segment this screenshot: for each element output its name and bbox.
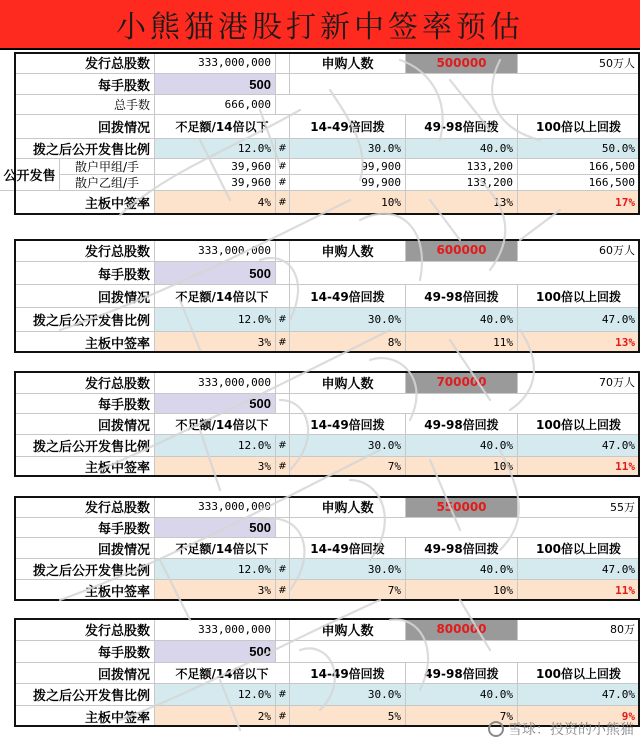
public-ratio-label: 拨之后公开发售比例: [14, 139, 155, 159]
rate-tier-1: 4%: [155, 191, 276, 215]
shares-per-lot-value[interactable]: 500: [155, 74, 276, 95]
spacer-cell: [276, 518, 290, 538]
blank-cell: [290, 74, 640, 95]
applicants-cn[interactable]: 50万人: [518, 52, 640, 74]
shares-per-lot-label: 每手股数: [14, 394, 155, 414]
applicants-label: 申购人数: [290, 52, 406, 74]
ratio-tier-2: 30.0%: [290, 435, 406, 457]
total-lots-value: 666,000: [155, 95, 276, 115]
allot-rate-label: 主板中签率: [14, 191, 155, 215]
allot-rate-label: 主板中签率: [14, 457, 155, 477]
hash-cell: #: [276, 435, 290, 457]
total-shares-label: 发行总股数: [14, 618, 155, 641]
spacer-cell: [276, 394, 290, 414]
rate-tier-3: 10%: [406, 457, 518, 477]
hash-cell: #: [276, 580, 290, 601]
shares-per-lot-value[interactable]: 500: [155, 394, 276, 414]
retail_a-tier-4: 166,500: [518, 159, 640, 175]
header-tier-4: 100倍以上回拨: [518, 285, 640, 308]
hash-cell: #: [276, 684, 290, 706]
rate-tier-4: 13%: [518, 332, 640, 353]
hash-cell: #: [276, 559, 290, 580]
spacer-cell: [276, 74, 290, 95]
header-tier-3: 49-98倍回拨: [406, 414, 518, 435]
spacer-cell: [276, 262, 290, 285]
ratio-tier-3: 40.0%: [406, 139, 518, 159]
rate-tier-1: 2%: [155, 706, 276, 727]
rate-tier-2: 8%: [290, 332, 406, 353]
hash-cell: #: [276, 332, 290, 353]
applicants-cn[interactable]: 80万: [518, 618, 640, 641]
ratio-tier-4: 47.0%: [518, 559, 640, 580]
retail_b-tier-4: 166,500: [518, 175, 640, 191]
header-tier-2: 14-49倍回拨: [290, 115, 406, 139]
header-tier-2: 14-49倍回拨: [290, 538, 406, 559]
hash-cell: #: [276, 308, 290, 332]
retail_b-tier-3: 133,200: [406, 175, 518, 191]
header-tier-2: 14-49倍回拨: [290, 414, 406, 435]
rate-tier-2: 7%: [290, 580, 406, 601]
snowball-logo-icon: [488, 721, 504, 737]
ratio-tier-2: 30.0%: [290, 308, 406, 332]
rate-tier-2: 5%: [290, 706, 406, 727]
retail_a-tier-1: 39,960: [155, 159, 276, 175]
shares-per-lot-label: 每手股数: [14, 74, 155, 95]
applicants-cn[interactable]: 60万人: [518, 239, 640, 262]
header-tier-4: 100倍以上回拨: [518, 538, 640, 559]
clawback-label: 回拨情况: [14, 115, 155, 139]
public-ratio-label: 拨之后公开发售比例: [14, 308, 155, 332]
blank-cell: [290, 394, 640, 414]
header-tier-1: 不足额/14倍以下: [155, 414, 290, 435]
header-tier-1: 不足额/14倍以下: [155, 115, 290, 139]
public-offer-label: 公开发售: [0, 159, 60, 191]
total-shares-label: 发行总股数: [14, 496, 155, 518]
allot-rate-label: 主板中签率: [14, 580, 155, 601]
spacer-cell: [276, 618, 290, 641]
watermark: [488, 719, 634, 739]
shares-per-lot-label: 每手股数: [14, 641, 155, 663]
retail_b-tier-1: 39,960: [155, 175, 276, 191]
retail-b-label: 散户乙组/手: [60, 175, 155, 191]
header-tier-4: 100倍以上回拨: [518, 115, 640, 139]
shares-per-lot-label: 每手股数: [14, 518, 155, 538]
total-lots-label: 总手数: [14, 95, 155, 115]
total-shares-label: 发行总股数: [14, 52, 155, 74]
ratio-tier-2: 30.0%: [290, 139, 406, 159]
ratio-tier-4: 47.0%: [518, 308, 640, 332]
rate-tier-1: 3%: [155, 580, 276, 601]
total-shares-label: 发行总股数: [14, 239, 155, 262]
rate-tier-4: 9%: [518, 706, 640, 727]
hash-cell: #: [276, 457, 290, 477]
applicants-label: 申购人数: [290, 496, 406, 518]
clawback-label: 回拨情况: [14, 663, 155, 684]
ratio-tier-4: 47.0%: [518, 684, 640, 706]
page-title: 小熊猫港股打新中签率预估: [0, 0, 640, 50]
header-tier-3: 49-98倍回拨: [406, 538, 518, 559]
ratio-tier-3: 40.0%: [406, 308, 518, 332]
allot-rate-label: 主板中签率: [14, 332, 155, 353]
rate-tier-3: 10%: [406, 580, 518, 601]
spacer-cell: [276, 641, 290, 663]
rate-tier-4: 11%: [518, 580, 640, 601]
header-tier-3: 49-98倍回拨: [406, 285, 518, 308]
ratio-tier-1: 12.0%: [155, 435, 276, 457]
clawback-label: 回拨情况: [14, 285, 155, 308]
header-tier-1: 不足额/14倍以下: [155, 285, 290, 308]
applicants-label: 申购人数: [290, 239, 406, 262]
spacer-cell: [276, 239, 290, 262]
ratio-tier-3: 40.0%: [406, 684, 518, 706]
retail_a-tier-3: 133,200: [406, 159, 518, 175]
rate-tier-2: 10%: [290, 191, 406, 215]
total-shares-label: 发行总股数: [14, 371, 155, 394]
hash-cell: #: [276, 159, 290, 175]
total-shares-value[interactable]: 333,000,000: [155, 371, 276, 394]
shares-per-lot-value[interactable]: 500: [155, 518, 276, 538]
shares-per-lot-value[interactable]: 500: [155, 641, 276, 663]
retail_b-tier-2: 99,900: [290, 175, 406, 191]
public-ratio-label: 拨之后公开发售比例: [14, 684, 155, 706]
total-shares-value[interactable]: 333,000,000: [155, 52, 276, 74]
total-shares-value[interactable]: 333,000,000: [155, 496, 276, 518]
header-tier-3: 49-98倍回拨: [406, 115, 518, 139]
spacer-cell: [276, 52, 290, 74]
ratio-tier-3: 40.0%: [406, 435, 518, 457]
header-tier-2: 14-49倍回拨: [290, 663, 406, 684]
hash-cell: #: [276, 175, 290, 191]
rate-tier-3: 11%: [406, 332, 518, 353]
clawback-label: 回拨情况: [14, 414, 155, 435]
hash-cell: #: [276, 139, 290, 159]
applicants-value[interactable]: 800000: [406, 618, 518, 641]
blank-cell: [276, 95, 640, 115]
hash-cell: #: [276, 706, 290, 727]
spacer-cell: [276, 371, 290, 394]
applicants-value[interactable]: 500000: [406, 52, 518, 74]
ratio-tier-4: 47.0%: [518, 435, 640, 457]
applicants-cn[interactable]: 55万: [518, 496, 640, 518]
total-shares-value[interactable]: 333,000,000: [155, 239, 276, 262]
public-ratio-label: 拨之后公开发售比例: [14, 435, 155, 457]
applicants-cn[interactable]: 70万人: [518, 371, 640, 394]
ratio-tier-1: 12.0%: [155, 139, 276, 159]
retail_a-tier-2: 99,900: [290, 159, 406, 175]
spacer-cell: [276, 496, 290, 518]
ratio-tier-2: 30.0%: [290, 684, 406, 706]
ratio-tier-1: 12.0%: [155, 559, 276, 580]
shares-per-lot-value[interactable]: 500: [155, 262, 276, 285]
rate-tier-4: 11%: [518, 457, 640, 477]
rate-tier-1: 3%: [155, 332, 276, 353]
shares-per-lot-label: 每手股数: [14, 262, 155, 285]
ratio-tier-1: 12.0%: [155, 684, 276, 706]
retail-a-label: 散户甲组/手: [60, 159, 155, 175]
rate-tier-4: 17%: [518, 191, 640, 215]
ratio-tier-3: 40.0%: [406, 559, 518, 580]
hash-cell: #: [276, 191, 290, 215]
applicants-value[interactable]: 700000: [406, 371, 518, 394]
header-tier-4: 100倍以上回拨: [518, 663, 640, 684]
clawback-label: 回拨情况: [14, 538, 155, 559]
applicants-value[interactable]: 600000: [406, 239, 518, 262]
watermark-text: 雪球：投资的小熊猫: [508, 722, 634, 738]
header-tier-2: 14-49倍回拨: [290, 285, 406, 308]
ratio-tier-4: 50.0%: [518, 139, 640, 159]
ratio-tier-1: 12.0%: [155, 308, 276, 332]
header-tier-3: 49-98倍回拨: [406, 663, 518, 684]
total-shares-value[interactable]: 333,000,000: [155, 618, 276, 641]
blank-cell: [290, 518, 640, 538]
applicants-label: 申购人数: [290, 618, 406, 641]
header-tier-1: 不足额/14倍以下: [155, 663, 290, 684]
header-tier-4: 100倍以上回拨: [518, 414, 640, 435]
blank-cell: [290, 262, 640, 285]
allot-rate-label: 主板中签率: [14, 706, 155, 727]
rate-tier-1: 3%: [155, 457, 276, 477]
header-tier-1: 不足额/14倍以下: [155, 538, 290, 559]
ratio-tier-2: 30.0%: [290, 559, 406, 580]
rate-tier-3: 7%: [406, 706, 518, 727]
rate-tier-3: 13%: [406, 191, 518, 215]
rate-tier-2: 7%: [290, 457, 406, 477]
public-ratio-label: 拨之后公开发售比例: [14, 559, 155, 580]
blank-cell: [290, 641, 640, 663]
applicants-label: 申购人数: [290, 371, 406, 394]
applicants-value[interactable]: 550000: [406, 496, 518, 518]
